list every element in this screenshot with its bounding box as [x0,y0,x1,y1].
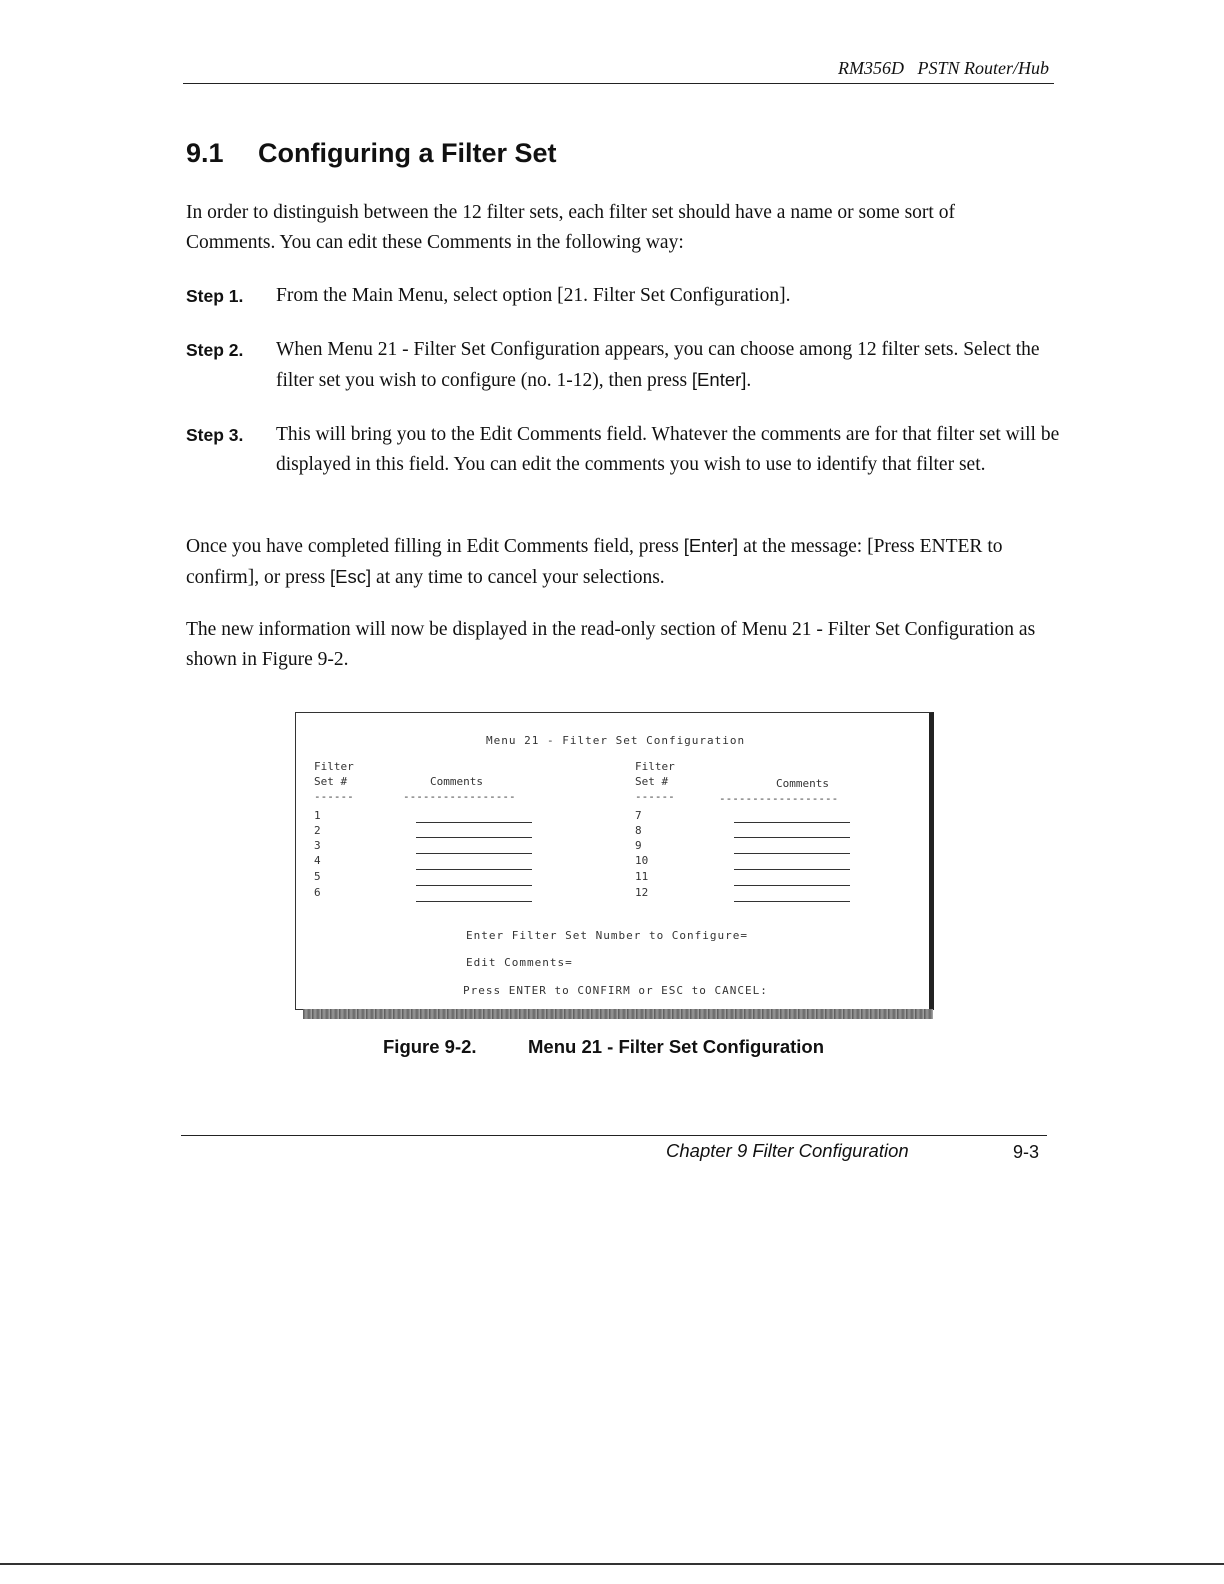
comment-field [734,885,850,886]
step-text: This will bring you to the Edit Comments field. Whatever the comments are for that filter set will be displayed in this field. You can edit the comments you wish to use to identify that filter set. [276,424,1060,475]
left-filter-header-2: Set # [314,775,348,788]
edit-comments-prompt: Edit Comments= [466,956,573,969]
divider-dashes: ------------------ [719,792,839,805]
running-header: RM356D PSTN Router/Hub [838,58,1049,78]
comment-field [416,901,532,902]
left-filter-header-1: Filter [314,760,354,773]
enter-key-text: [Enter] [691,369,747,390]
section-title [186,138,557,169]
menu-21-screenshot [295,712,934,1010]
filter-set-number: 3 [314,839,321,852]
filter-set-number: 11 [635,870,649,883]
confirm-text-c: at any time to cancel your selections. [371,567,665,588]
comment-field [416,885,532,886]
right-comments-header: Comments [776,777,829,790]
comment-field [734,869,850,870]
confirm-paragraph [186,531,1046,593]
comment-field [416,822,532,823]
comment-field [734,901,850,902]
filter-set-number: 7 [635,809,642,822]
step-text-main: When Menu 21 - Filter Set Configuration appears, you can choose among 12 filter sets. Select the filter set you wish to configure (no. 1-12), then press [276,339,1040,391]
figure-shadow [303,1009,933,1019]
figure-caption [383,1036,824,1058]
figure-title: Menu 21 - Filter Set Configuration [528,1036,825,1057]
comment-field [416,853,532,854]
left-comments-header: Comments [430,775,483,788]
step-label: Step 3. [186,425,244,445]
step-text-end: . [746,370,752,391]
confirm-text-a: Once you have completed filling in Edit Comments field, press [186,536,684,557]
figure-number: Figure 9-2. [383,1036,477,1057]
section-title-text: Configuring a Filter Set [258,138,557,168]
footer-rule [181,1135,1047,1136]
step-label: Step 2. [186,340,244,360]
section-number: 9.1 [186,138,224,168]
enter-key-text: [Enter] [683,535,739,556]
page-number: 9-3 [1013,1142,1040,1162]
filter-set-number: 8 [635,824,642,837]
right-filter-header-1: Filter [635,760,675,773]
step-label: Step 1. [186,286,244,306]
divider-dashes: ------ [314,790,354,803]
header-rule [183,83,1054,84]
comment-field [416,869,532,870]
footer-chapter: Chapter 9 Filter Configuration [666,1140,909,1161]
divider-dashes: ------ [635,790,675,803]
right-filter-header-2: Set # [635,775,669,788]
esc-key-text: [Esc] [330,566,372,587]
display-paragraph: The new information will now be displayed in the read-only section of Menu 21 - Filter Set Configuration as shown in Figure 9-2. [186,619,1036,670]
comment-field [734,837,850,838]
filter-set-number: 9 [635,839,642,852]
divider-dashes: ----------------- [403,790,516,803]
step-text: From the Main Menu, select option [21. Filter Set Configuration]. [276,285,791,306]
filter-set-number: 6 [314,886,321,899]
scan-edge-line [0,1563,1224,1565]
confirm-cancel-prompt: Press ENTER to CONFIRM or ESC to CANCEL: [463,984,768,997]
filter-set-number: 4 [314,854,321,867]
filter-set-number: 2 [314,824,321,837]
enter-filter-set-prompt: Enter Filter Set Number to Configure= [466,929,749,942]
filter-set-number: 10 [635,854,649,867]
intro-paragraph: In order to distinguish between the 12 filter sets, each filter set should have a name or some sort of Comments. You can edit these Comments in the following way: [186,202,955,253]
comment-field [416,837,532,838]
filter-set-number: 12 [635,886,649,899]
filter-set-number: 5 [314,870,321,883]
menu-title: Menu 21 - Filter Set Configuration [486,734,746,747]
comment-field [734,822,850,823]
step-text [276,335,1066,396]
filter-set-number: 1 [314,809,321,822]
comment-field [734,853,850,854]
confirm-text-b: at the message: [Press ENTER to confirm], or press [186,536,1003,588]
